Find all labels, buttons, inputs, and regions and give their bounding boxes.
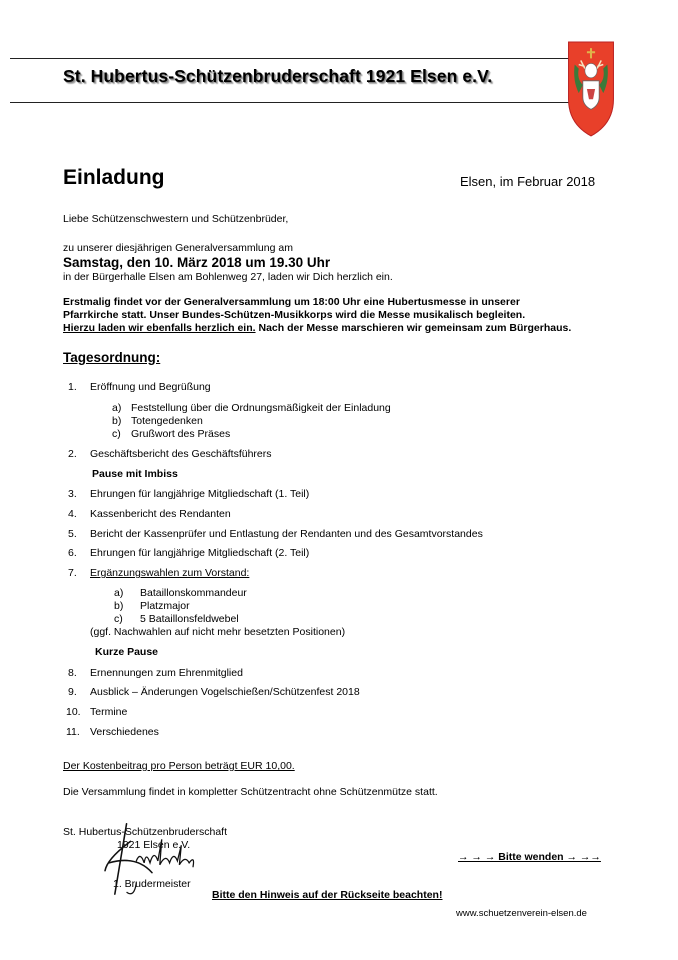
back-page-hint: Bitte den Hinweis auf der Rückseite beachten! [212, 889, 443, 901]
agenda-num: 7. [68, 567, 77, 579]
turn-over-note: → → → Bitte wenden → →→ [458, 851, 601, 863]
mass-line-1: Erstmalig findet vor der Generalversammlung um 18:00 Uhr eine Hubertusmesse in unserer [63, 296, 520, 308]
fee-note: Der Kostenbeitrag pro Person beträgt EUR 10,00. [63, 760, 295, 772]
sub-item-letter: b) [114, 600, 124, 612]
sub-item-note: (ggf. Nachwahlen auf nicht mehr besetzten Positionen) [90, 626, 346, 638]
agenda-num: 3. [68, 488, 77, 500]
agenda-num: 10. [66, 706, 81, 718]
agenda-num: 6. [68, 547, 77, 559]
sub-item: Feststellung über die Ordnungsmäßigkeit der Einladung [131, 402, 391, 414]
agenda-num: 11. [66, 726, 80, 738]
sub-item-letter: c) [112, 428, 121, 440]
mass-line-3 [63, 322, 571, 335]
agenda-num: 4. [68, 508, 77, 520]
agenda-item: Geschäftsbericht des Geschäftsführers [90, 448, 272, 460]
mass-line-2: Pfarrkirche statt. Unser Bundes-Schützen-Musikkorps wird die Messe musikalisch begleiten. [63, 309, 526, 321]
sub-item-letter: a) [112, 402, 122, 414]
sub-item: Grußwort des Präses [131, 428, 231, 440]
agenda-num: 9. [68, 686, 77, 698]
crest-logo [566, 40, 616, 138]
intro-text: zu unserer diesjährigen Generalversammlung am [63, 242, 293, 254]
break-label: Kurze Pause [95, 646, 159, 658]
agenda-item: Verschiedenes [90, 726, 159, 738]
agenda-num: 2. [68, 448, 77, 460]
agenda-item: Ergänzungswahlen zum Vorstand: [90, 567, 250, 579]
header-bottom-rule [10, 102, 570, 103]
mass-march-text: Nach der Messe marschieren wir gemeinsam zum Bürgerhaus. [255, 322, 572, 334]
attire-note: Die Versammlung findet in kompletter Schützentracht ohne Schützenmütze statt. [63, 786, 438, 798]
signature-org-2: 1921 Elsen e.V. [117, 839, 191, 851]
handwritten-signature [96, 812, 206, 900]
sub-item-letter: a) [114, 587, 124, 599]
agenda-num: 1. [68, 381, 77, 393]
event-date: Samstag, den 10. März 2018 um 19.30 Uhr [63, 255, 331, 270]
agenda-item: Kassenbericht des Rendanten [90, 508, 231, 520]
agenda-item: Ehrungen für langjährige Mitgliedschaft (1. Teil) [90, 488, 310, 500]
agenda-item: Ernennungen zum Ehrenmitglied [90, 667, 243, 679]
org-title: St. Hubertus-Schützenbruderschaft 1921 Elsen e.V. [63, 66, 493, 86]
sub-item-letter: c) [114, 613, 123, 625]
header-top-rule [10, 58, 570, 59]
place-date: Elsen, im Februar 2018 [460, 174, 596, 189]
mass-invite-underlined: Hierzu laden wir ebenfalls herzlich ein. [63, 322, 256, 334]
agenda-item: Bericht der Kassenprüfer und Entlastung der Rendanten und des Gesamtvorstandes [90, 528, 483, 540]
agenda-item: Termine [90, 706, 128, 718]
agenda-title: Tagesordnung: [63, 350, 161, 365]
signature-role: 1. Brudermeister [113, 878, 191, 890]
agenda-num: 8. [68, 667, 77, 679]
letter-heading: Einladung [63, 166, 165, 189]
agenda-item: Eröffnung und Begrüßung [90, 381, 211, 393]
sub-item: Bataillonskommandeur [140, 587, 247, 599]
website-url[interactable]: www.schuetzenverein-elsen.de [456, 908, 587, 919]
agenda-num: 5. [68, 528, 77, 540]
sub-item: 5 Bataillonsfeldwebel [140, 613, 239, 625]
signature-org: St. Hubertus-Schützenbruderschaft [63, 826, 228, 838]
break-label: Pause mit Imbiss [92, 468, 178, 480]
agenda-item: Ausblick – Änderungen Vogelschießen/Schützenfest 2018 [90, 686, 360, 698]
salutation: Liebe Schützenschwestern und Schützenbrüder, [63, 213, 289, 225]
sub-item-letter: b) [112, 415, 122, 427]
sub-item: Platzmajor [140, 600, 190, 612]
agenda-item: Ehrungen für langjährige Mitgliedschaft (2. Teil) [90, 547, 310, 559]
location-text: in der Bürgerhalle Elsen am Bohlenweg 27, laden wir Dich herzlich ein. [63, 271, 393, 283]
sub-item: Totengedenken [131, 415, 203, 427]
